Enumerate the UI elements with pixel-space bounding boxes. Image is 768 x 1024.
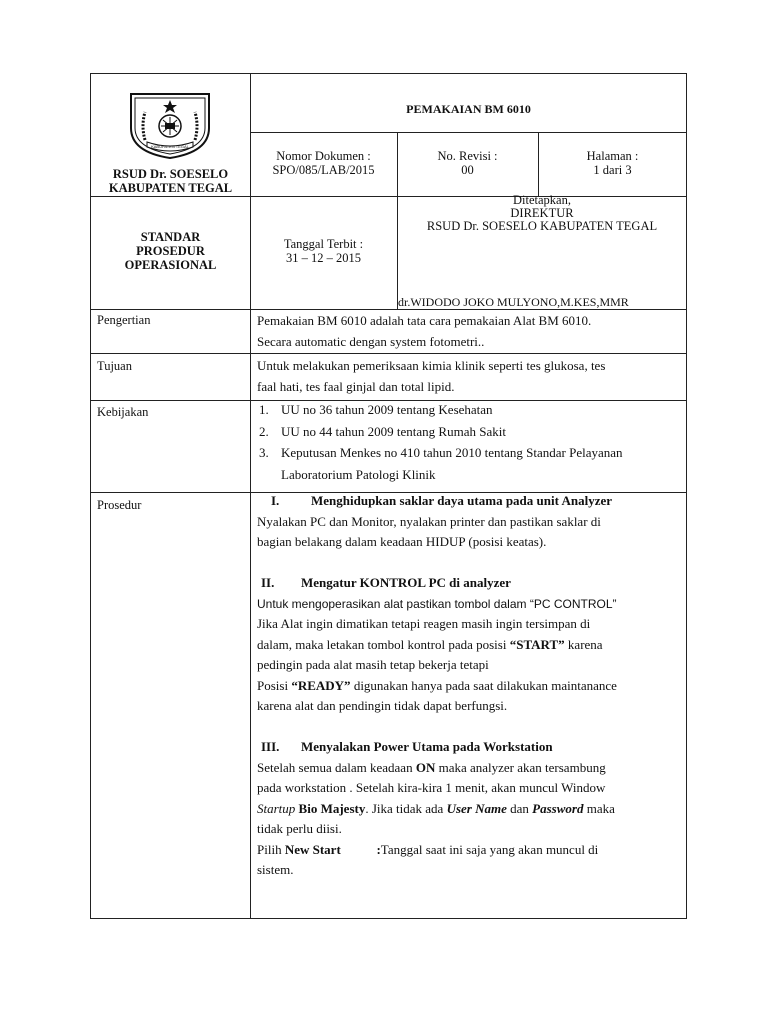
list-item (259, 421, 683, 443)
section-2-line4: pedingin pada alat masih tetap bekerja tetapi (257, 657, 489, 672)
section-3-line6: sistem. (257, 862, 294, 877)
established-line2: DIREKTUR (510, 206, 574, 220)
list-item (259, 399, 683, 421)
section-3-number: III. (261, 739, 280, 754)
page-info (538, 149, 687, 177)
prosedur-label: Prosedur (97, 498, 142, 512)
colon: : (376, 841, 381, 857)
tujuan-line1: Untuk melakukan pemeriksaan kimia klinik seperti tes glukosa, tes (257, 358, 606, 373)
logo-ribbon-text: KABUPATEN TEGAL (151, 144, 189, 149)
kebijakan-label: Kebijakan (97, 405, 149, 419)
tujuan-label: Tujuan (97, 359, 132, 373)
established-line1: Ditetapkan, (513, 193, 571, 207)
issue-date-value: 31 – 12 – 2015 (286, 251, 361, 265)
revision (397, 149, 538, 177)
section-1-number: I. (271, 493, 280, 508)
row-divider-sop (91, 309, 687, 310)
column-divider (250, 74, 251, 919)
list-number: 3. (259, 445, 269, 460)
bio-majesty-term: Bio Majesty (295, 800, 366, 816)
sop-document (90, 73, 687, 919)
section-2-number: II. (261, 575, 275, 590)
revision-label: No. Revisi : (437, 149, 498, 163)
pengertian-content (257, 311, 681, 352)
section-3-line1 (257, 758, 681, 779)
section-2-heading (257, 573, 681, 594)
pengertian-label: Pengertian (97, 313, 151, 327)
text-run: maka (583, 800, 615, 816)
text-run: Setelah semua dalam keadaan (257, 759, 416, 775)
text-run: Tanggal saat ini saja yang akan muncul di (380, 841, 599, 857)
section-2-line5 (257, 676, 681, 697)
sop-label (91, 230, 250, 272)
issue-date-label: Tanggal Terbit : (283, 237, 364, 251)
tujuan-content (257, 356, 681, 397)
hospital-name (91, 167, 250, 195)
kebijakan-content (259, 399, 683, 485)
prosedur-content (257, 491, 681, 881)
section-2-line3 (257, 635, 681, 656)
section-1-line2: bagian belakang dalam keadaan HIDUP (posisi keatas). (257, 534, 547, 549)
password-term: Password (532, 800, 584, 816)
text-run: karena (564, 636, 603, 652)
section-3-heading (257, 737, 681, 758)
section-2-title: Mengatur KONTROL PC di analyzer (301, 575, 511, 590)
list-text-cont: Laboratorium Patologi Klinik (281, 466, 436, 482)
hospital-name-line2: KABUPATEN TEGAL (108, 181, 233, 195)
start-keyword: “START” (509, 636, 565, 652)
director-name: dr.WIDODO JOKO MULYONO,M.KES,MMR (398, 295, 629, 309)
list-text: UU no 36 tahun 2009 tentang Kesehatan (281, 402, 493, 417)
section-3-line3 (257, 799, 681, 820)
section-3-line4: tidak perlu diisi. (257, 821, 342, 836)
hospital-logo (123, 90, 217, 160)
username-term: User Name (446, 800, 507, 816)
doc-number (250, 149, 397, 177)
row-divider-title (250, 132, 687, 133)
hospital-name-line1: RSUD Dr. SOESELO (112, 167, 229, 181)
ready-keyword: “READY” (291, 677, 351, 693)
new-start-term: New Start (284, 841, 341, 857)
section-3-line2: pada workstation . Setelah kira-kira 1 menit, akan muncul Window (257, 780, 606, 795)
on-keyword: ON (415, 759, 436, 775)
text-run: . Jika tidak ada (365, 800, 447, 816)
text-run: dan (506, 800, 533, 816)
list-item (259, 442, 683, 485)
list-text: Keputusan Menkes no 410 tahun 2010 tentang Standar Pelayanan (281, 445, 623, 460)
pengertian-line2: Secara automatic dengan system fotometri.. (257, 333, 485, 349)
section-1-line1: Nyalakan PC dan Monitor, nyalakan printer dan pastikan saklar di (257, 513, 601, 529)
doc-number-value: SPO/085/LAB/2015 (272, 163, 375, 177)
tujuan-line2: faal hati, tes faal ginjal dan total lipid. (257, 378, 455, 394)
section-2-line1: Untuk mengoperasikan alat pastikan tombol dalam “PC CONTROL” (257, 596, 617, 611)
list-number: 1. (259, 402, 269, 417)
text-run: maka analyzer akan tersambung (435, 759, 606, 775)
issue-date (250, 237, 397, 265)
text-run: Posisi (257, 677, 292, 693)
section-2-line2: Jika Alat ingin dimatikan tetapi reagen masih ingin tersimpan di (257, 616, 591, 631)
revision-value: 00 (461, 163, 474, 177)
pengertian-line1: Pemakaian BM 6010 adalah tata cara pemakaian Alat BM 6010. (257, 313, 592, 328)
list-text: UU no 44 tahun 2009 tentang Rumah Sakit (281, 423, 506, 439)
text-run: Pilih (257, 841, 285, 857)
section-2-line6: karena alat dan pendingin tidak dapat berfungsi. (257, 698, 508, 713)
startup-term: Startup (257, 800, 296, 816)
document-title: PEMAKAIAN BM 6010 (406, 102, 531, 116)
doc-number-label: Nomor Dokumen : (276, 149, 371, 163)
text-run: digunakan hanya pada saat dilakukan maintanance (350, 677, 617, 693)
row-divider-pengertian (91, 353, 687, 354)
section-1-title: Menghidupkan saklar daya utama pada unit Analyzer (311, 493, 612, 508)
kebijakan-list (259, 399, 683, 485)
section-3-line5 (257, 840, 681, 861)
section-1-heading (257, 491, 681, 512)
sop-line3: OPERASIONAL (124, 258, 217, 272)
text-run: dalam, maka letakan tombol kontrol pada posisi (257, 636, 510, 652)
sop-line2: PROSEDUR (136, 244, 205, 258)
page-label: Halaman : (586, 149, 639, 163)
established-line3: RSUD Dr. SOESELO KABUPATEN TEGAL (426, 219, 658, 233)
established-by (397, 194, 687, 233)
page-value: 1 dari 3 (593, 163, 632, 177)
list-number: 2. (259, 423, 269, 439)
section-3-title: Menyalakan Power Utama pada Workstation (301, 739, 553, 754)
sop-line1: STANDAR (140, 230, 201, 244)
